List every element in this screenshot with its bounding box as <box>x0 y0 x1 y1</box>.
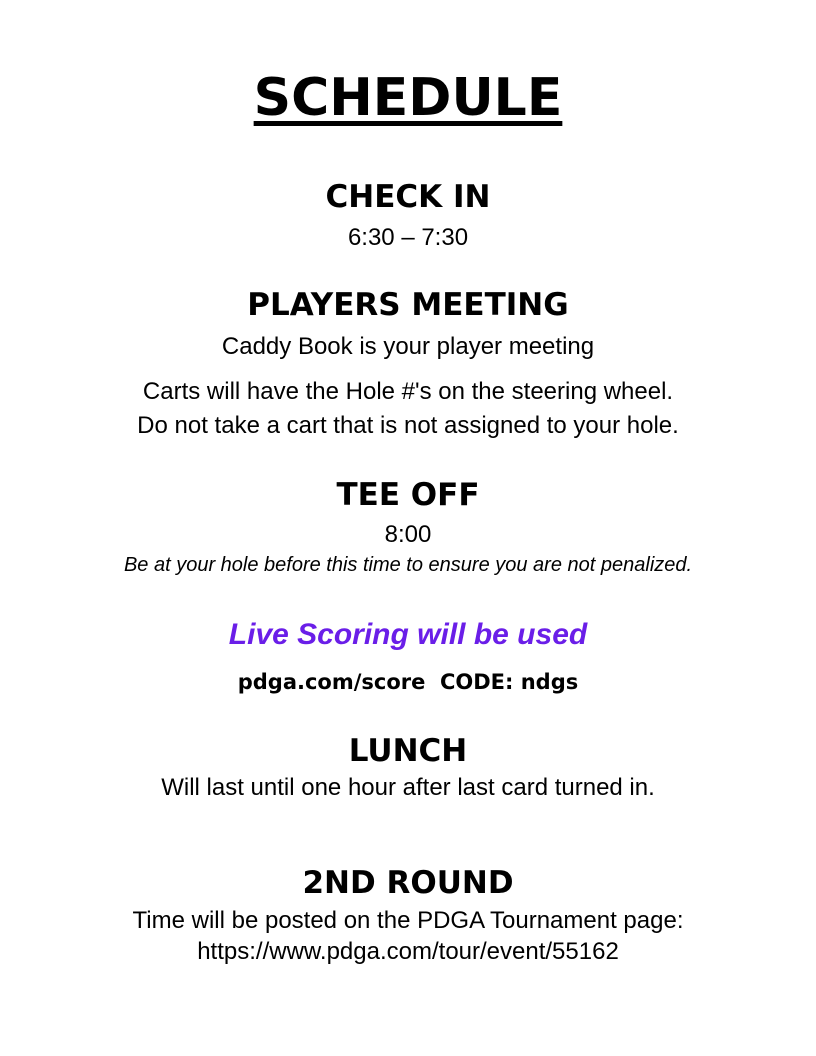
page-title-text: SCHEDULE <box>253 68 563 128</box>
live-scoring-code-text: pdga.com/score CODE: ndgs <box>237 670 579 694</box>
live-scoring-notice: Live Scoring will be used <box>228 618 588 651</box>
live-scoring-code <box>0 672 816 693</box>
players-meeting-line-3: Do not take a cart that is not assigned to your hole. <box>137 412 679 439</box>
second-round-heading: 2ND ROUND <box>302 865 514 901</box>
players-meeting-line-1: Caddy Book is your player meeting <box>221 333 595 360</box>
second-round-line-1: Time will be posted on the PDGA Tournament page: <box>132 907 684 934</box>
tee-off-heading: TEE OFF <box>336 477 480 513</box>
page-title <box>0 68 816 128</box>
second-round-url: https://www.pdga.com/tour/event/55162 <box>197 938 619 965</box>
tee-off-time: 8:00 <box>384 521 432 548</box>
players-meeting-line-2: Carts will have the Hole #'s on the steering wheel. <box>142 378 674 405</box>
lunch-heading: LUNCH <box>348 733 468 769</box>
tee-off-note: Be at your hole before this time to ensure you are not penalized. <box>123 554 693 576</box>
lunch-text: Will last until one hour after last card turned in. <box>161 774 655 801</box>
check-in-heading: CHECK IN <box>325 179 491 215</box>
check-in-time: 6:30 – 7:30 <box>347 224 469 251</box>
players-meeting-heading: PLAYERS MEETING <box>247 287 569 323</box>
